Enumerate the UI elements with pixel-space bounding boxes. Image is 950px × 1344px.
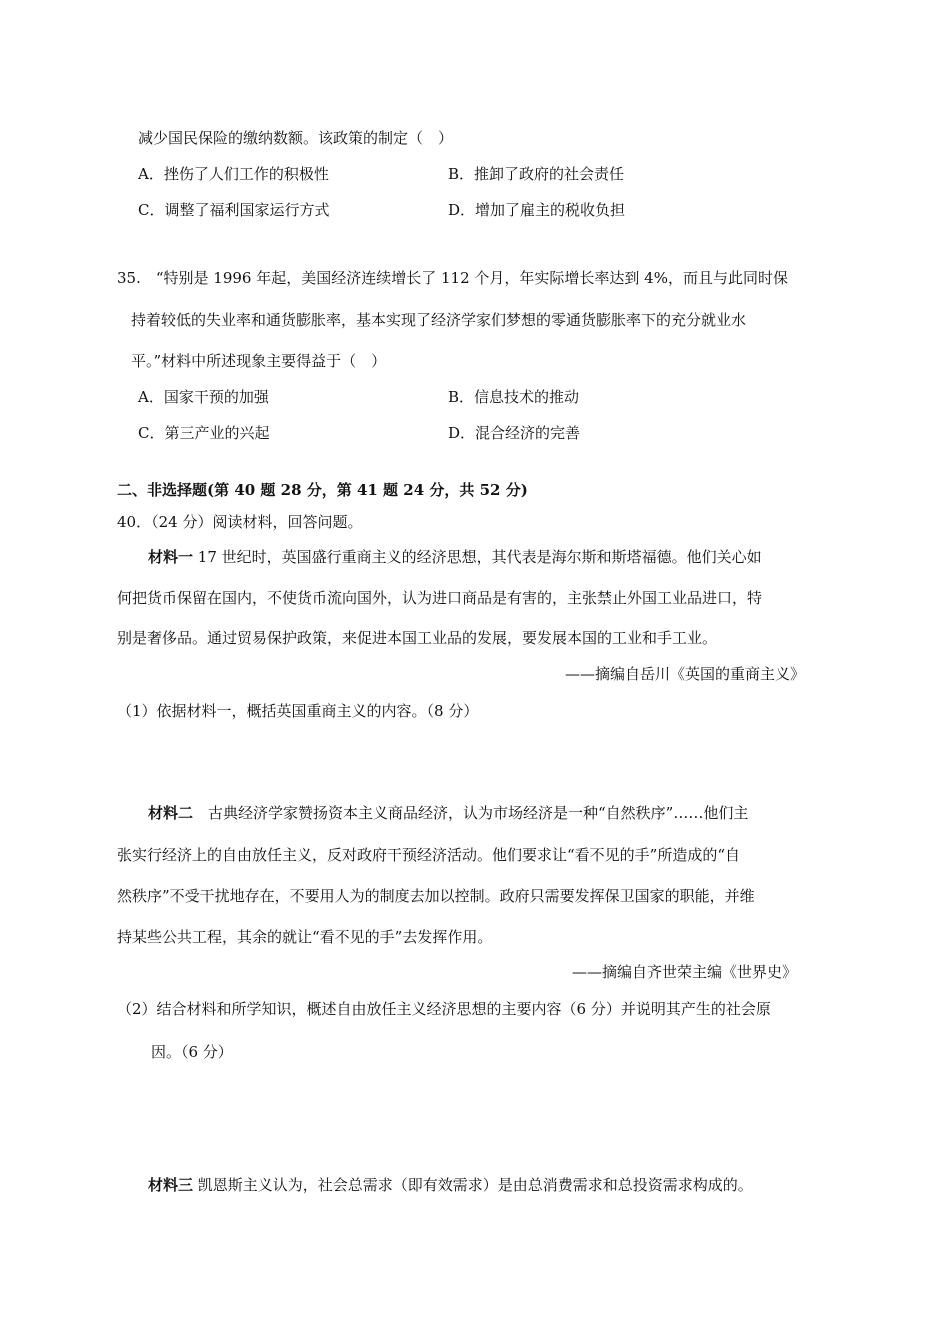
q35-option-a: A．国家干预的加强	[138, 388, 269, 406]
material-2-source: ——摘编自齐世荣主编《世界史》	[572, 963, 798, 981]
material-2-text: 古典经济学家赞扬资本主义商品经济，认为市场经济是一种“自然秩序”……他们主	[193, 804, 749, 822]
q35-stem-line-1: 35. “特别是 1996 年起，美国经济连续增长了 112 个月，年实际增长率达到 4%，而且与此同时保	[117, 269, 788, 287]
q34-option-a: A．挫伤了人们工作的积极性	[138, 165, 329, 183]
material-3-label: 材料三	[148, 1176, 194, 1194]
section-2-heading: 二、非选择题(第 40 题 28 分，第 41 题 24 分，共 52 分)	[117, 481, 528, 499]
q35-stem-line-2: 持着较低的失业率和通货膨胀率，基本实现了经济学家们梦想的零通货膨胀率下的充分就业水	[131, 311, 747, 329]
material-2-label: 材料二	[148, 804, 194, 822]
material-1-line-2: 何把货币保留在国内，不使货币流向国外，认为进口商品是有害的，主张禁止外国工业品进口，特	[117, 589, 763, 607]
material-3-text: 凯恩斯主义认为，社会总需求（即有效需求）是由总消费需求和总投资需求构成的。	[193, 1176, 753, 1194]
material-1-line-3: 别是奢侈品。通过贸易保护政策，来促进本国工业品的发展，要发展本国的工业和手工业。	[117, 629, 718, 647]
q35-option-b: B．信息技术的推动	[448, 388, 580, 406]
q40-subquestion-1: （1）依据材料一，概括英国重商主义的内容。（8 分）	[117, 702, 479, 720]
material-2-line-1	[148, 803, 748, 823]
material-3-line-1	[148, 1175, 753, 1195]
q40-subquestion-2-line-1: （2）结合材料和所学知识，概述自由放任主义经济思想的主要内容（6 分）并说明其产生的社会原	[117, 1000, 771, 1018]
material-1-text: 17 世纪时，英国盛行重商主义的经济思想，其代表是海尔斯和斯塔福德。他们关心如	[193, 548, 762, 566]
q40-subquestion-2-line-2: 因。（6 分）	[151, 1043, 233, 1061]
q34-option-b: B．推卸了政府的社会责任	[448, 165, 625, 183]
q34-option-d: D．增加了雇主的税收负担	[448, 201, 626, 219]
material-1-source: ——摘编自岳川《英国的重商主义》	[565, 665, 806, 683]
material-2-line-3: 然秩序”不受干扰地存在，不要用人为的制度去加以控制。政府只需要发挥保卫国家的职能，并维	[117, 887, 755, 905]
q34-option-c: C．调整了福利国家运行方式	[138, 201, 330, 219]
material-1-label: 材料一	[148, 548, 194, 566]
q35-stem-line-3: 平。”材料中所述现象主要得益于（ ）	[131, 352, 387, 370]
q35-option-d: D．混合经济的完善	[448, 424, 581, 442]
material-1-line-1	[148, 547, 762, 567]
q35-option-c: C．第三产业的兴起	[138, 424, 270, 442]
q40-intro: 40．（24 分）阅读材料，回答问题。	[117, 513, 363, 531]
material-2-line-2: 张实行经济上的自由放任主义，反对政府干预经济活动。他们要求让“看不见的手”所造成的“自	[117, 846, 741, 864]
q34-stem-end: 减少国民保险的缴纳数额。该政策的制定（ ）	[138, 129, 454, 147]
material-2-line-4: 持某些公共工程，其余的就让“看不见的手”去发挥作用。	[117, 928, 493, 946]
